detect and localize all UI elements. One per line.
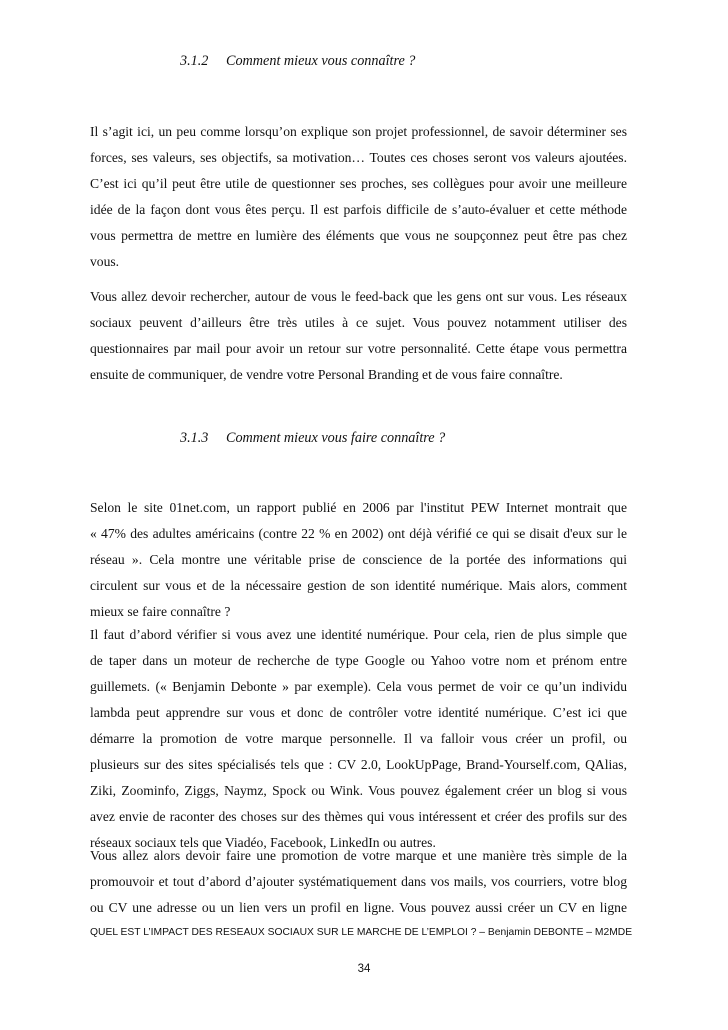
text-line: idée de la façon dont vous êtes perçu. Il est parfois difficile de s’auto-évaluer et cette méthode [90,202,627,217]
text-line: promouvoir et tout d’abord d’ajouter systématiquement dans vos mails, vos courriers, votre blog [90,874,627,889]
paragraph-1 [90,119,627,275]
paragraph-4 [90,622,627,856]
text-line: réseau ». Cela montre une véritable prise de conscience de la portée des informations qui [90,552,627,567]
section-number: 3.1.2 [180,53,209,69]
text-line: Vous allez devoir rechercher, autour de vous le feed-back que les gens ont sur vous. Les réseaux [90,289,627,304]
text-line: lambda peut apprendre sur vous et donc de contrôler votre identité numérique. C’est ici que [90,705,627,720]
text-line: Il faut d’abord vérifier si vous avez une identité numérique. Pour cela, rien de plus simple que [90,627,627,642]
text-line: mieux se faire connaître ? [90,604,231,619]
section-title: Comment mieux vous connaître ? [226,53,416,69]
text-line: avez envie de raconter des choses sur des thèmes qui vous intéressent et créer des profils sur des [90,809,627,824]
text-line: vous. [90,254,120,269]
text-line: Vous allez alors devoir faire une promotion de votre marque et une manière très simple de la [90,848,627,863]
text-line: Ziki, Zoominfo, Ziggs, Naymz, Spock ou Wink. Vous pouvez également créer un blog si vous [90,783,627,798]
page-number: 34 [357,963,371,975]
text-line: démarre la promotion de votre marque personnelle. Il va falloir vous créer un profil, ou [90,731,627,746]
text-line: guillemets. (« Benjamin Debonte » par exemple). Cela vous permet de voir ce qu’un individu [90,679,627,694]
section-heading-3-1-3 [180,429,445,447]
text-line: questionnaires par mail pour avoir un retour sur votre personnalité. Cette étape vous permettra [90,341,627,356]
text-line: Selon le site 01net.com, un rapport publié en 2006 par l'institut PEW Internet montrait que [90,500,627,515]
section-title: Comment mieux vous faire connaître ? [226,430,446,446]
text-line: ou CV une adresse ou un lien vers un profil en ligne. Vous pouvez aussi créer un CV en ligne [90,900,627,915]
text-line: ensuite de communiquer, de vendre votre Personal Branding et de vous faire connaître. [90,367,563,382]
text-line: forces, ses valeurs, ses objectifs, sa motivation… Toutes ces choses seront vos valeurs ajoutées. [90,150,627,165]
text-line: sociaux peuvent d’ailleurs être très utiles à ce sujet. Vous pouvez notamment utiliser des [90,315,627,330]
text-line: Il s’agit ici, un peu comme lorsqu’on explique son projet professionnel, de savoir déterminer ses [90,124,627,139]
text-line: « 47% des adultes américains (contre 22 % en 2002) ont déjà vérifié ce qui se disait d'eux sur le [90,526,627,541]
paragraph-5 [90,843,627,921]
text-line: réseaux sociaux tels que Viadéo, Facebook, LinkedIn ou autres. [90,835,436,850]
section-number: 3.1.3 [180,430,209,446]
paragraph-2 [90,284,627,388]
text-line: vous permettra de mettre en lumière des éléments que vous ne soupçonnez peut être pas chez [90,228,627,243]
section-heading-3-1-2 [180,52,415,70]
text-line: C’est ici qu’il peut être utile de questionner ses proches, ses collègues pour avoir une meilleure [90,176,627,191]
text-line: de taper dans un moteur de recherche de type Google ou Yahoo votre nom et prénom entre [90,653,627,668]
text-line: plusieurs sur des sites spécialisés tels que : CV 2.0, LookUpPage, Brand-Yourself.com, QAlias, [90,757,627,772]
page-footer: QUEL EST L’IMPACT DES RESEAUX SOCIAUX SUR LE MARCHE DE L’EMPLOI ? – Benjamin DEBONTE – M2MDE [90,927,633,938]
text-line: circulent sur vous et de la nécessaire gestion de son identité numérique. Mais alors, comment [90,578,627,593]
paragraph-3 [90,495,627,625]
